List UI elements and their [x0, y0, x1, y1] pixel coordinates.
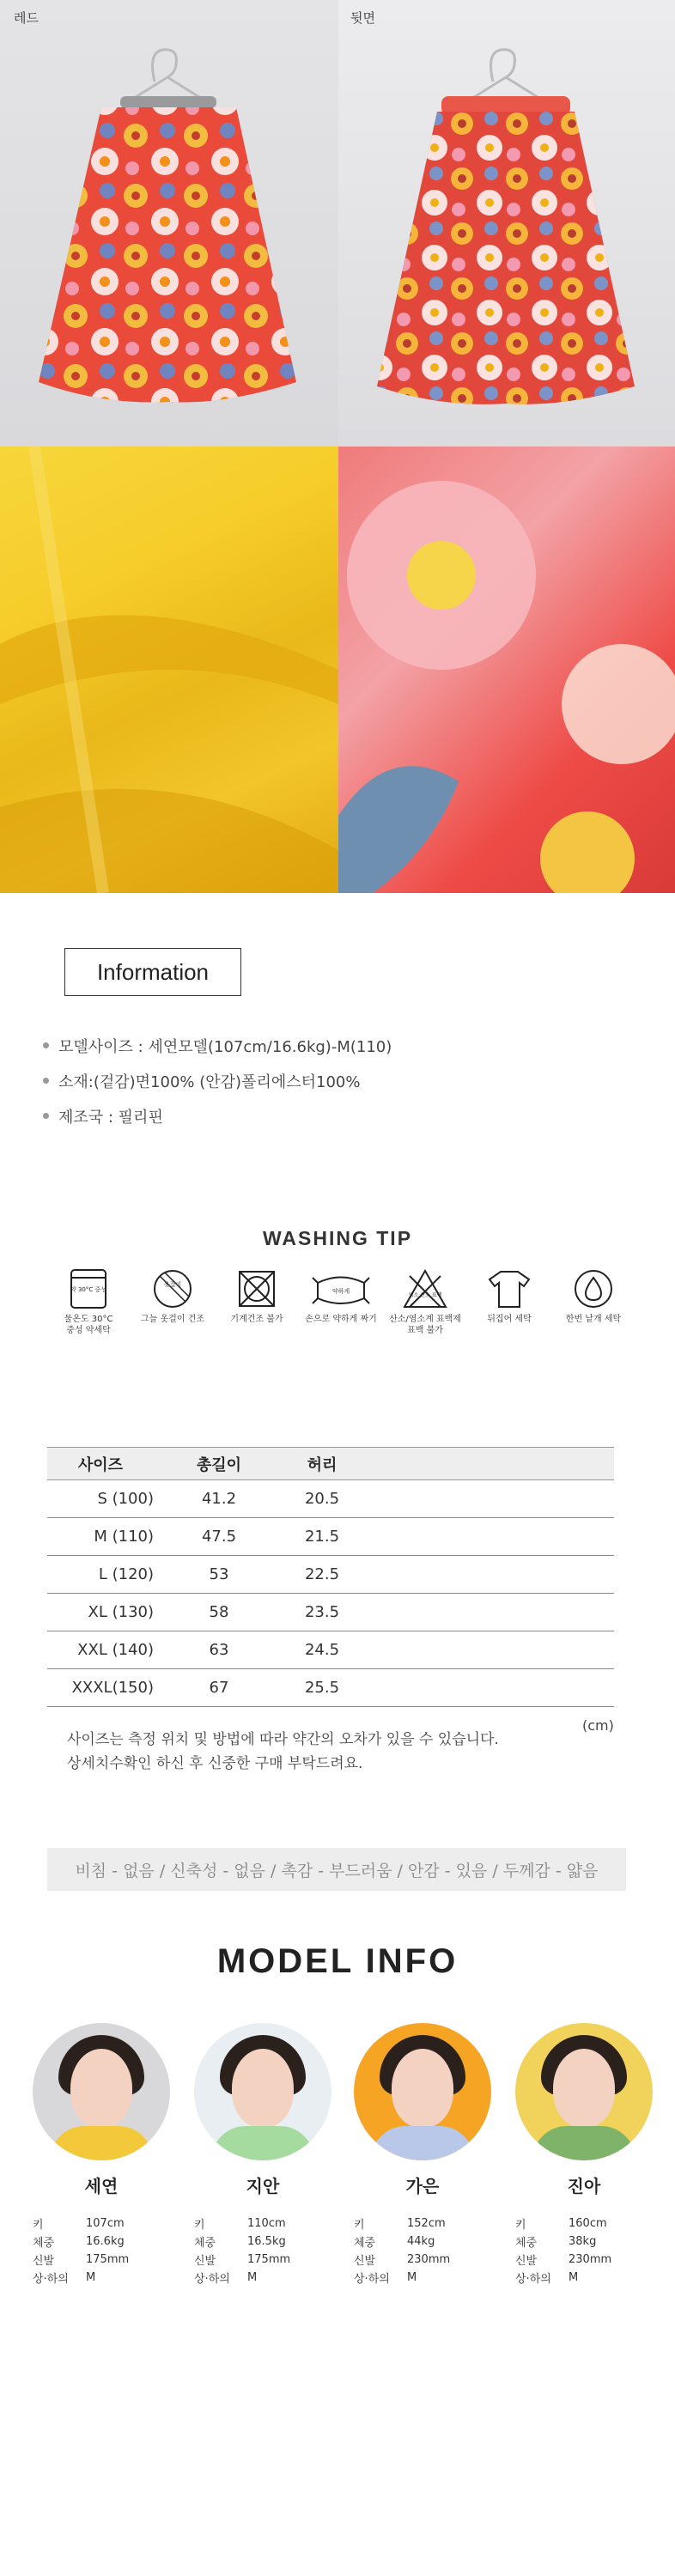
lining-fold-illustration	[0, 447, 338, 893]
back-view-photo	[338, 0, 675, 447]
size-note	[67, 1728, 499, 1776]
washing-icons	[47, 1267, 640, 1362]
wash-item	[300, 1267, 382, 1325]
header-waist: 허리	[279, 1448, 365, 1480]
wash-item	[131, 1267, 214, 1325]
lining-detail-photo	[0, 447, 338, 893]
wash-item	[47, 1267, 130, 1336]
avatar	[354, 2023, 491, 2160]
info-model-size: 모델사이즈 : 세연모델(107cm/16.6kg)-M(110)	[43, 1028, 392, 1063]
wash-label: 한번 낱개 세탁	[565, 1315, 622, 1324]
bullet-icon	[43, 1042, 49, 1048]
model-name: 가은	[405, 2176, 440, 2196]
table-row: M (110) 47.5 21.5	[47, 1518, 614, 1556]
wash-30-icon	[69, 1267, 108, 1310]
model-info-title: MODEL INFO	[216, 1942, 459, 1980]
wash-label: 그늘 옷걸이 건조	[141, 1315, 204, 1324]
information-list	[43, 1028, 392, 1133]
wash-item	[552, 1267, 635, 1325]
wash-label: 뒤집어 세탁	[487, 1315, 532, 1324]
wash-label: 산소/염소계 표백제 표백 불가	[389, 1315, 461, 1335]
model-name: 진아	[567, 2176, 601, 2196]
model-card	[514, 2023, 668, 2287]
information-title: Information	[64, 948, 241, 996]
model-card	[192, 2023, 347, 2287]
color-label-red: 레드	[14, 10, 39, 26]
header-length: 총길이	[159, 1448, 279, 1480]
model-stats: 키 160cm 체중 38kg 신발 230mm 상·하의 M	[515, 2217, 612, 2286]
wash-item	[468, 1267, 550, 1325]
model-card	[352, 2023, 507, 2287]
size-table	[47, 1447, 614, 1707]
print-detail-photo	[338, 447, 675, 893]
table-row: S (100) 41.2 20.5	[47, 1480, 614, 1518]
model-stats: 키 152cm 체중 44kg 신발 230mm 상·하의 M	[354, 2217, 451, 2286]
washing-tip-title: WASHING TIP	[262, 1227, 413, 1249]
model-name: 지안	[246, 2176, 280, 2196]
wash-label: 손으로 약하게 짜기	[305, 1315, 377, 1324]
model-card	[31, 2023, 185, 2287]
table-row: L (120) 53 22.5	[47, 1556, 614, 1594]
back-view-label: 뒷면	[350, 10, 375, 26]
table-row: XL (130) 58 23.5	[47, 1594, 614, 1631]
shade-dry-icon	[151, 1267, 194, 1310]
hand-wash-separate-icon	[572, 1267, 615, 1310]
avatar	[194, 2023, 331, 2160]
no-bleach-icon	[401, 1267, 449, 1310]
fabric-feature-bar: 비침 - 없음 / 신축성 - 없음 / 촉감 - 부드러움 / 안감 - 있음 / 두께감 - 얇음	[47, 1848, 626, 1891]
floral-print-illustration	[338, 447, 675, 893]
wash-label: 물온도 30°C 중성 약세탁	[64, 1315, 113, 1335]
shade-dry-badge: 옷걸이	[163, 1281, 182, 1288]
wash-item	[384, 1267, 466, 1336]
size-unit: (cm)	[582, 1717, 614, 1734]
avatar	[33, 2023, 170, 2160]
size-note-line: 사이즈는 측정 위치 및 방법에 따라 약간의 오차가 있을 수 있습니다.	[67, 1731, 499, 1748]
wash-30-badge: 약 30°C 중성	[70, 1286, 107, 1293]
size-note-line: 상세치수확인 하신 후 신중한 구매 부탁드려요.	[67, 1755, 363, 1772]
model-stats: 키 107cm 체중 16.6kg 신발 175mm 상·하의 M	[33, 2217, 130, 2286]
hand-wring-icon	[311, 1267, 371, 1310]
no-bleach-badge: 염소 산소 표백	[408, 1292, 442, 1298]
back-skirt-illustration	[338, 0, 675, 447]
wash-label: 기계건조 불가	[230, 1315, 283, 1324]
red-skirt-photo	[0, 0, 338, 447]
avatar	[515, 2023, 653, 2160]
product-photo-grid	[0, 0, 675, 893]
info-origin: 제조국 : 필리핀	[43, 1098, 392, 1133]
size-table-header	[47, 1448, 614, 1480]
hand-wring-badge: 약하게	[331, 1288, 350, 1295]
bullet-icon	[43, 1078, 49, 1084]
inside-out-icon	[487, 1267, 532, 1310]
model-name: 세연	[84, 2176, 119, 2196]
model-stats: 키 110cm 체중 16.5kg 신발 175mm 상·하의 M	[194, 2217, 291, 2286]
bullet-icon	[43, 1113, 49, 1119]
wash-item	[216, 1267, 298, 1325]
table-row: XXL (140) 63 24.5	[47, 1631, 614, 1669]
no-machine-dry-icon	[237, 1267, 277, 1310]
info-material: 소재:(겉감)면100% (안감)폴리에스터100%	[43, 1063, 392, 1098]
red-skirt-illustration	[0, 0, 338, 447]
table-row: XXXL(150) 67 25.5	[47, 1669, 614, 1707]
header-size: 사이즈	[47, 1448, 159, 1480]
